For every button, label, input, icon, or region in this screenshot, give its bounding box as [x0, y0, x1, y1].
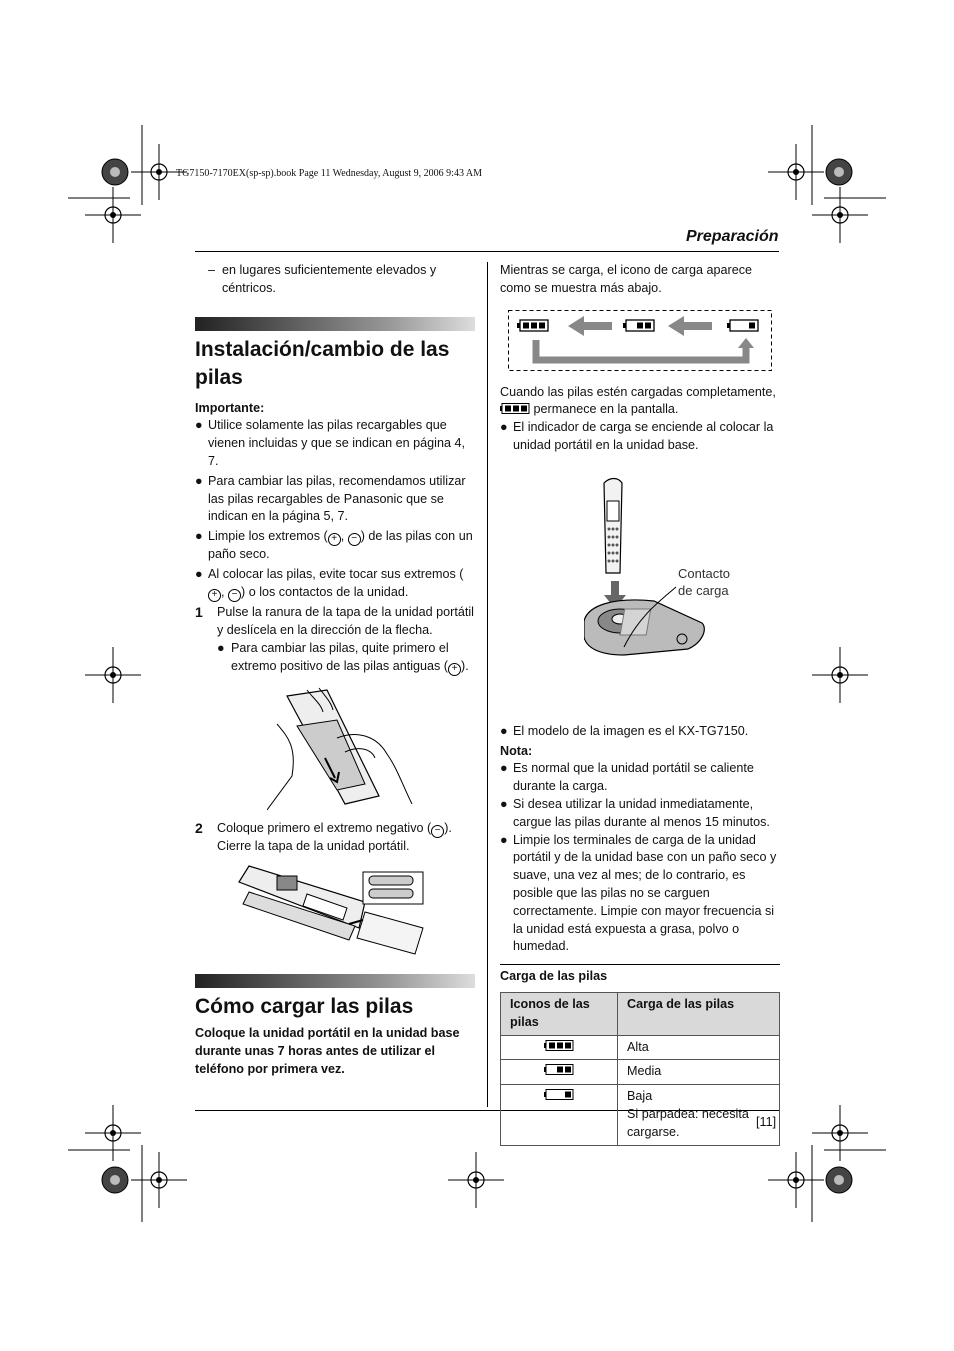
intro-item — [195, 262, 475, 298]
icon-cell — [501, 1085, 618, 1145]
bullet-mark: ● — [195, 529, 203, 544]
important-label: Importante: — [195, 400, 265, 415]
text-post: permanece en la pantalla. — [533, 402, 679, 417]
bullet-text: Es normal que la unidad portátil se caliente durante la carga. — [513, 761, 754, 794]
column-divider — [487, 262, 488, 1107]
model-bullet — [500, 723, 780, 741]
bullet-mark: ● — [500, 761, 508, 776]
step-1 — [195, 604, 475, 676]
table-row — [501, 1060, 780, 1085]
header-rule — [195, 251, 779, 252]
intro-item-text: en lugares suficientemente elevados y céntricos. — [222, 263, 437, 295]
dash-mark: – — [208, 263, 216, 277]
important-bullet-3: ● Limpie los extremos ( + , − ) de las pilas con un paño seco. — [195, 529, 473, 562]
section-bar — [195, 974, 475, 988]
step-text-pre: Coloque primero el extremo negativo ( — [217, 821, 432, 836]
note-bullet-1 — [500, 760, 780, 796]
bullet-mark: ● — [500, 723, 508, 738]
step-number: 2 — [195, 820, 203, 837]
important-bullet-1 — [195, 417, 475, 470]
charging-info: Mientras se carga, el icono de carga aparece como se muestra más abajo. — [500, 263, 753, 295]
insert-battery-illustration — [237, 862, 437, 964]
step-number: 1 — [195, 603, 203, 620]
bullet-mark: ● — [500, 420, 508, 435]
arrow-left-icon — [568, 316, 612, 336]
left-column — [195, 262, 475, 1078]
charge-bullet-1 — [500, 419, 780, 455]
section-bar — [195, 317, 475, 331]
bullet-text: Para cambiar las pilas, recomendamos utilizar las pilas recargables de Panasonic que se indican en la página 5, 7. — [208, 473, 466, 524]
plus-icon: + — [208, 589, 221, 602]
arrow-left-icon — [668, 316, 712, 336]
bullet-text-post: ) o los contactos de la unidad. — [241, 584, 409, 599]
bullet-mark: ● — [500, 796, 508, 811]
minus-icon: − — [348, 533, 361, 546]
icon-cell — [501, 1035, 618, 1060]
battery-full-icon — [544, 1040, 574, 1052]
note-bullet-2 — [500, 796, 780, 832]
contact-pointer — [620, 583, 680, 653]
charge-instruction: Coloque la unidad portátil en la unidad base durante unas 7 horas antes de utilizar el teléfono por primera vez. — [195, 1025, 460, 1076]
heading-install — [195, 336, 475, 392]
bullet-text-pre: Al colocar las pilas, evite tocar sus extremos ( — [208, 566, 464, 581]
bullet-mark: ● — [195, 418, 203, 433]
heading-install-line2: pilas — [195, 365, 243, 389]
plus-icon: + — [448, 663, 461, 676]
contact-label — [678, 565, 730, 599]
step-text: Pulse la ranura de la tapa de la unidad portátil y deslícela en la dirección de la flecha. — [217, 604, 474, 637]
table-row — [501, 1035, 780, 1060]
bullet-text: El modelo de la imagen es el KX-TG7150. — [513, 723, 749, 738]
bullet-text-post: ) de las pilas con un paño seco. — [208, 529, 473, 562]
bullet-mark: ● — [500, 832, 508, 847]
bullet-text-pre: Limpie los extremos ( — [208, 529, 328, 544]
charge-cell: Alta — [618, 1035, 780, 1060]
open-cover-illustration — [267, 686, 417, 814]
table-header-icons: Iconos de las pilas — [501, 992, 618, 1035]
important-bullet-4: ● Al colocar las pilas, evite tocar sus extremos (+ , − ) o los contactos de la unidad. — [195, 566, 464, 600]
charging-animation-diagram — [508, 310, 772, 372]
step-2 — [195, 820, 475, 856]
bullet-text: Limpie los terminales de carga de la unidad portátil y de la unidad base con un paño seco y suave, una vez al mes; de lo contrario, es posible que las pilas no se carguen correctamente. Limpie con mayor frecuencia si la unidad está expuesta a grasa, polvo o humedad. — [513, 832, 777, 954]
plus-icon: + — [328, 533, 341, 546]
note-bullet-3 — [500, 832, 780, 957]
bullet-mark: ● — [217, 641, 225, 656]
charge-cell — [618, 1085, 780, 1145]
bullet-mark: ● — [195, 566, 203, 581]
phone-base-figure — [500, 477, 780, 723]
battery-medium-icon — [623, 320, 654, 331]
charge-low-label: Baja — [627, 1089, 653, 1104]
sub-text-pre: Para cambiar las pilas, quite primero el extremo positivo de las pilas antiguas ( — [231, 641, 449, 674]
bullet-mark: ● — [195, 473, 203, 488]
sub-text-post: ). — [461, 659, 469, 674]
table-title: Carga de las pilas — [500, 969, 608, 984]
bullet-text: El indicador de carga se enciende al colocar la unidad portátil en la unidad base. — [513, 420, 774, 452]
step-1-sub — [217, 640, 475, 676]
text-pre: Cuando las pilas estén cargadas completamente, — [500, 384, 776, 399]
page-number: [11] — [756, 1115, 777, 1129]
battery-medium-icon — [544, 1064, 574, 1076]
minus-icon: − — [431, 825, 444, 838]
right-column — [500, 262, 780, 1146]
table-top-rule — [500, 964, 780, 965]
battery-full-icon — [500, 403, 530, 415]
important-bullet-2 — [195, 473, 475, 526]
full-charge-info — [500, 384, 780, 420]
charge-cell: Media — [618, 1060, 780, 1085]
table-row — [501, 1085, 780, 1145]
section-heading: Preparación — [686, 228, 779, 245]
book-line: TG7150-7170EX(sp-sp).book Page 11 Wednesday, August 9, 2006 9:43 AM — [176, 168, 483, 179]
battery-low-icon — [544, 1089, 574, 1101]
battery-low-icon — [727, 320, 758, 331]
heading-install-line1: Instalación/cambio de las — [195, 337, 450, 361]
bullet-text: Utilice solamente las pilas recargables que vienen incluidas y que se indican en página 4, 7. — [208, 418, 465, 468]
contact-label-line2: de carga — [678, 582, 729, 598]
table-header-row — [501, 992, 780, 1035]
table-header-charge: Carga de las pilas — [618, 992, 780, 1035]
charge-low-note: Si parpadea: necesita cargarse. — [627, 1106, 749, 1139]
battery-table — [500, 992, 780, 1146]
loop-arrow-icon — [536, 338, 754, 360]
bullet-text: Si desea utilizar la unidad inmediatamente, cargue las pilas durante al menos 15 minutos. — [513, 796, 770, 829]
contact-label-line1: Contacto — [678, 565, 731, 581]
heading-charge: Cómo cargar las pilas — [195, 994, 414, 1018]
nota-label: Nota: — [500, 743, 533, 758]
minus-icon: − — [228, 589, 241, 602]
battery-full-icon — [517, 320, 548, 331]
step-text-post: ). Cierre la tapa de la unidad portátil. — [217, 821, 452, 854]
icon-cell — [501, 1060, 618, 1085]
